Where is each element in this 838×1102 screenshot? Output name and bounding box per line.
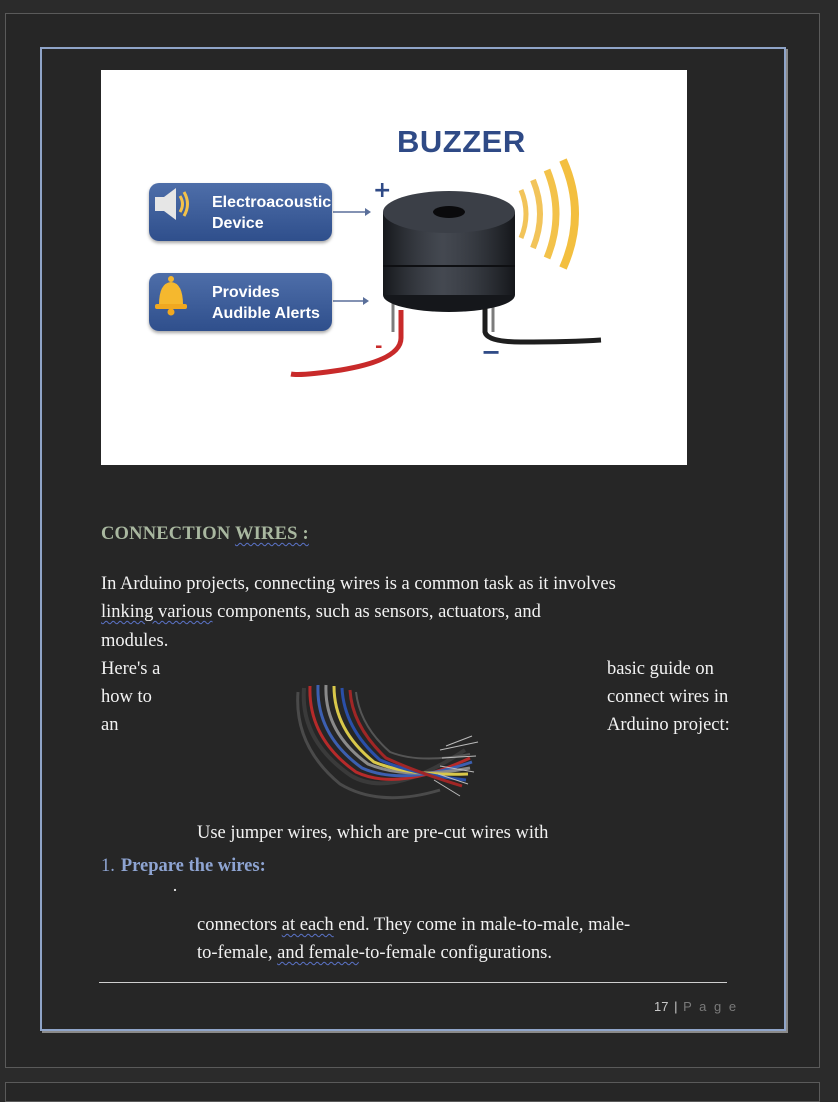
buzzer-figure[interactable] bbox=[101, 70, 687, 465]
next-page-edge bbox=[5, 1082, 820, 1102]
step1-line-b-pre: connectors bbox=[197, 915, 282, 935]
label-electroacoustic-device bbox=[149, 183, 332, 241]
electroacoustic-device-text: Electroacoustic Device bbox=[212, 194, 332, 232]
section-heading bbox=[101, 524, 309, 545]
heading-squiggle: WIRES : bbox=[234, 524, 309, 544]
guide-left-1: Here's a bbox=[101, 659, 161, 679]
footer-divider bbox=[99, 982, 727, 983]
step1-title: Prepare the wires: bbox=[120, 856, 266, 876]
intro-line-3: modules. bbox=[101, 631, 169, 651]
step1-bullet: · bbox=[172, 880, 178, 900]
wire-bundle-image[interactable] bbox=[290, 680, 480, 815]
heading-prefix: CONNECTION bbox=[101, 524, 235, 544]
buzzer-illustration bbox=[101, 70, 687, 465]
page-label: P a g e bbox=[683, 999, 739, 1014]
intro-line-2 bbox=[101, 598, 541, 626]
step1-line-b-squiggle: at each bbox=[281, 915, 334, 935]
speaker-icon bbox=[149, 183, 193, 225]
guide-left-2: how to bbox=[101, 687, 152, 707]
guide-left-3: an bbox=[101, 715, 119, 735]
label-audible-alerts bbox=[149, 273, 332, 331]
plus-sign: + bbox=[373, 178, 392, 203]
step1-heading bbox=[101, 856, 266, 877]
step1-number: 1. bbox=[101, 856, 115, 876]
bell-icon bbox=[149, 273, 193, 317]
guide-right-2: connect wires in bbox=[607, 687, 729, 707]
minus-sign-left: - bbox=[375, 336, 383, 357]
step1-line-a: Use jumper wires, which are pre-cut wires with bbox=[197, 823, 549, 843]
guide-right-1: basic guide on bbox=[607, 659, 714, 679]
step1-line-c-post: -to-female configurations. bbox=[358, 943, 552, 963]
page-footer bbox=[654, 999, 738, 1014]
minus-sign-right: − bbox=[481, 338, 502, 366]
step1-line-b bbox=[197, 911, 630, 939]
figure-title: BUZZER bbox=[397, 124, 526, 159]
intro-line-2-rest: components, such as sensors, actuators, and bbox=[212, 602, 541, 622]
step1-line-c-squiggle: and female bbox=[277, 943, 359, 963]
step1-line-c-pre: to-female, bbox=[197, 943, 278, 963]
step1-line-b-post: end. They come in male-to-male, male- bbox=[333, 915, 631, 935]
page-number: 17 bbox=[654, 999, 669, 1014]
intro-line-1: In Arduino projects, connecting wires is a common task as it involves bbox=[101, 574, 616, 594]
audible-alerts-text: Provides Audible Alerts bbox=[212, 284, 320, 322]
footer-separator: | bbox=[674, 999, 678, 1014]
intro-squiggle: linking various bbox=[101, 602, 213, 622]
guide-right-3: Arduino project: bbox=[607, 715, 730, 735]
step1-line-c bbox=[197, 939, 552, 967]
